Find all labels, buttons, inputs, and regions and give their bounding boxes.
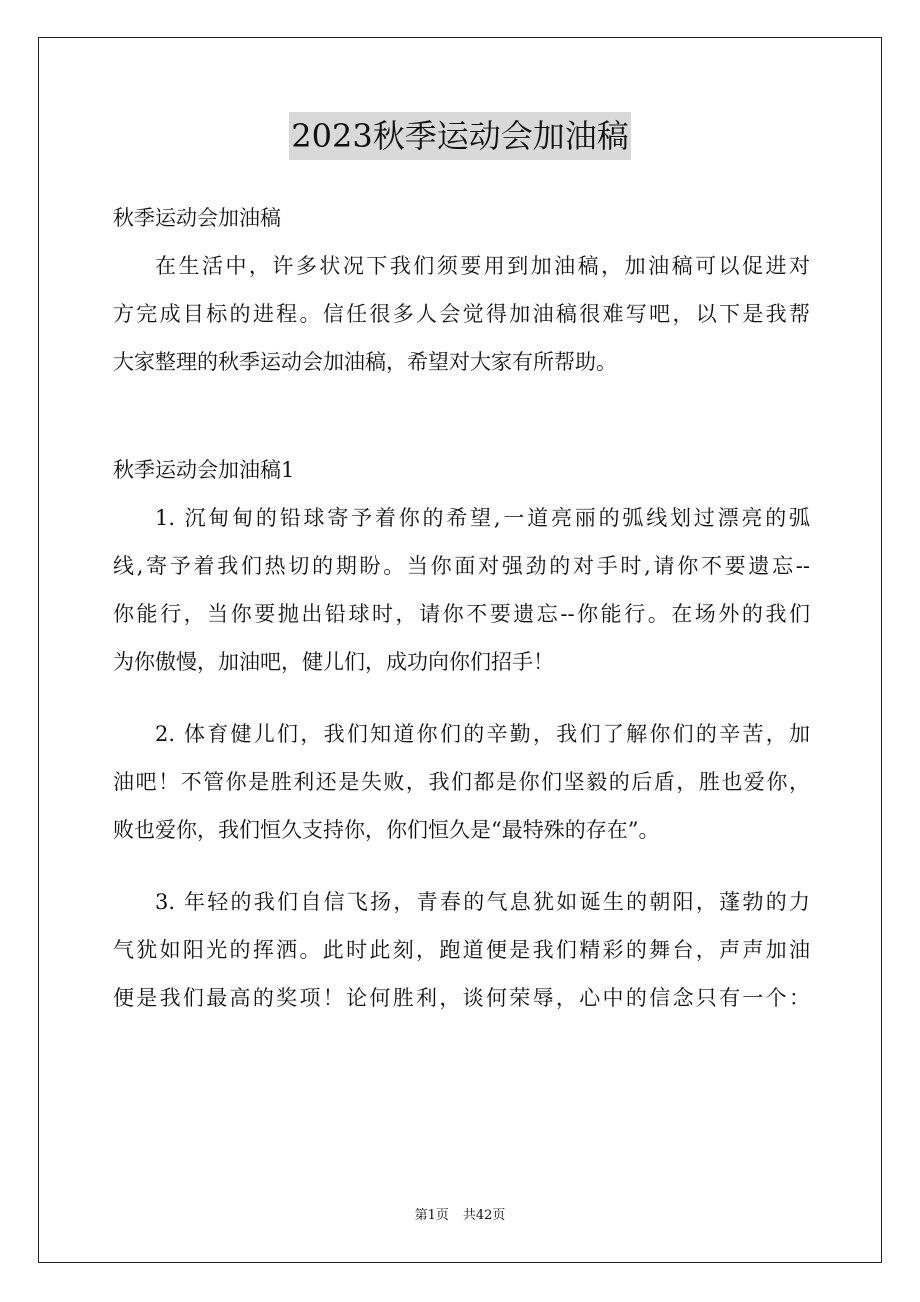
page-number: 第1页 [414,1208,449,1223]
intro-line-3: 大家整理的秋季运动会加油稿，希望对大家有所帮助。 [113,350,617,374]
item1-line-2: 线,寄予着我们热切的期盼。当你面对强劲的对手时,请你不要遗忘-- [113,554,810,578]
intro-line-2: 方完成目标的进程。信任很多人会觉得加油稿很难写吧，以下是我帮 [113,302,810,326]
item1-line-1: 1. 沉甸甸的铅球寄予着你的希望,一道亮丽的弧线划过漂亮的弧 [155,506,810,530]
item1-line-3: 你能行，当你要抛出铅球时，请你不要遗忘--你能行。在场外的我们 [113,602,810,626]
item1-line-4: 为你傲慢，加油吧，健儿们，成功向你们招手！ [113,650,554,674]
item3-line-2: 气犹如阳光的挥洒。此时此刻，跑道便是我们精彩的舞台，声声加油 [113,938,810,962]
subtitle: 秋季运动会加油稿 [113,206,281,230]
item3-line-3: 便是我们最高的奖项！论何胜利，谈何荣辱，心中的信念只有一个： [113,986,810,1010]
document-title: 2023秋季运动会加油稿 [289,112,630,160]
page-total: 共42页 [462,1208,506,1223]
page-footer [0,1208,920,1224]
title-container [0,112,920,160]
intro-line-1: 在生活中，许多状况下我们须要用到加油稿，加油稿可以促进对 [155,254,810,278]
document-body [113,194,810,1022]
item3-line-1: 3. 年轻的我们自信飞扬，青春的气息犹如诞生的朝阳，蓬勃的力 [155,890,810,914]
section-heading: 秋季运动会加油稿1 [113,458,295,482]
item2-line-3: 败也爱你，我们恒久支持你，你们恒久是“最特殊的存在”。 [113,818,660,842]
item2-line-1: 2. 体育健儿们，我们知道你们的辛勤，我们了解你们的辛苦，加 [155,722,810,746]
item2-line-2: 油吧！不管你是胜利还是失败，我们都是你们坚毅的后盾，胜也爱你， [113,770,810,794]
